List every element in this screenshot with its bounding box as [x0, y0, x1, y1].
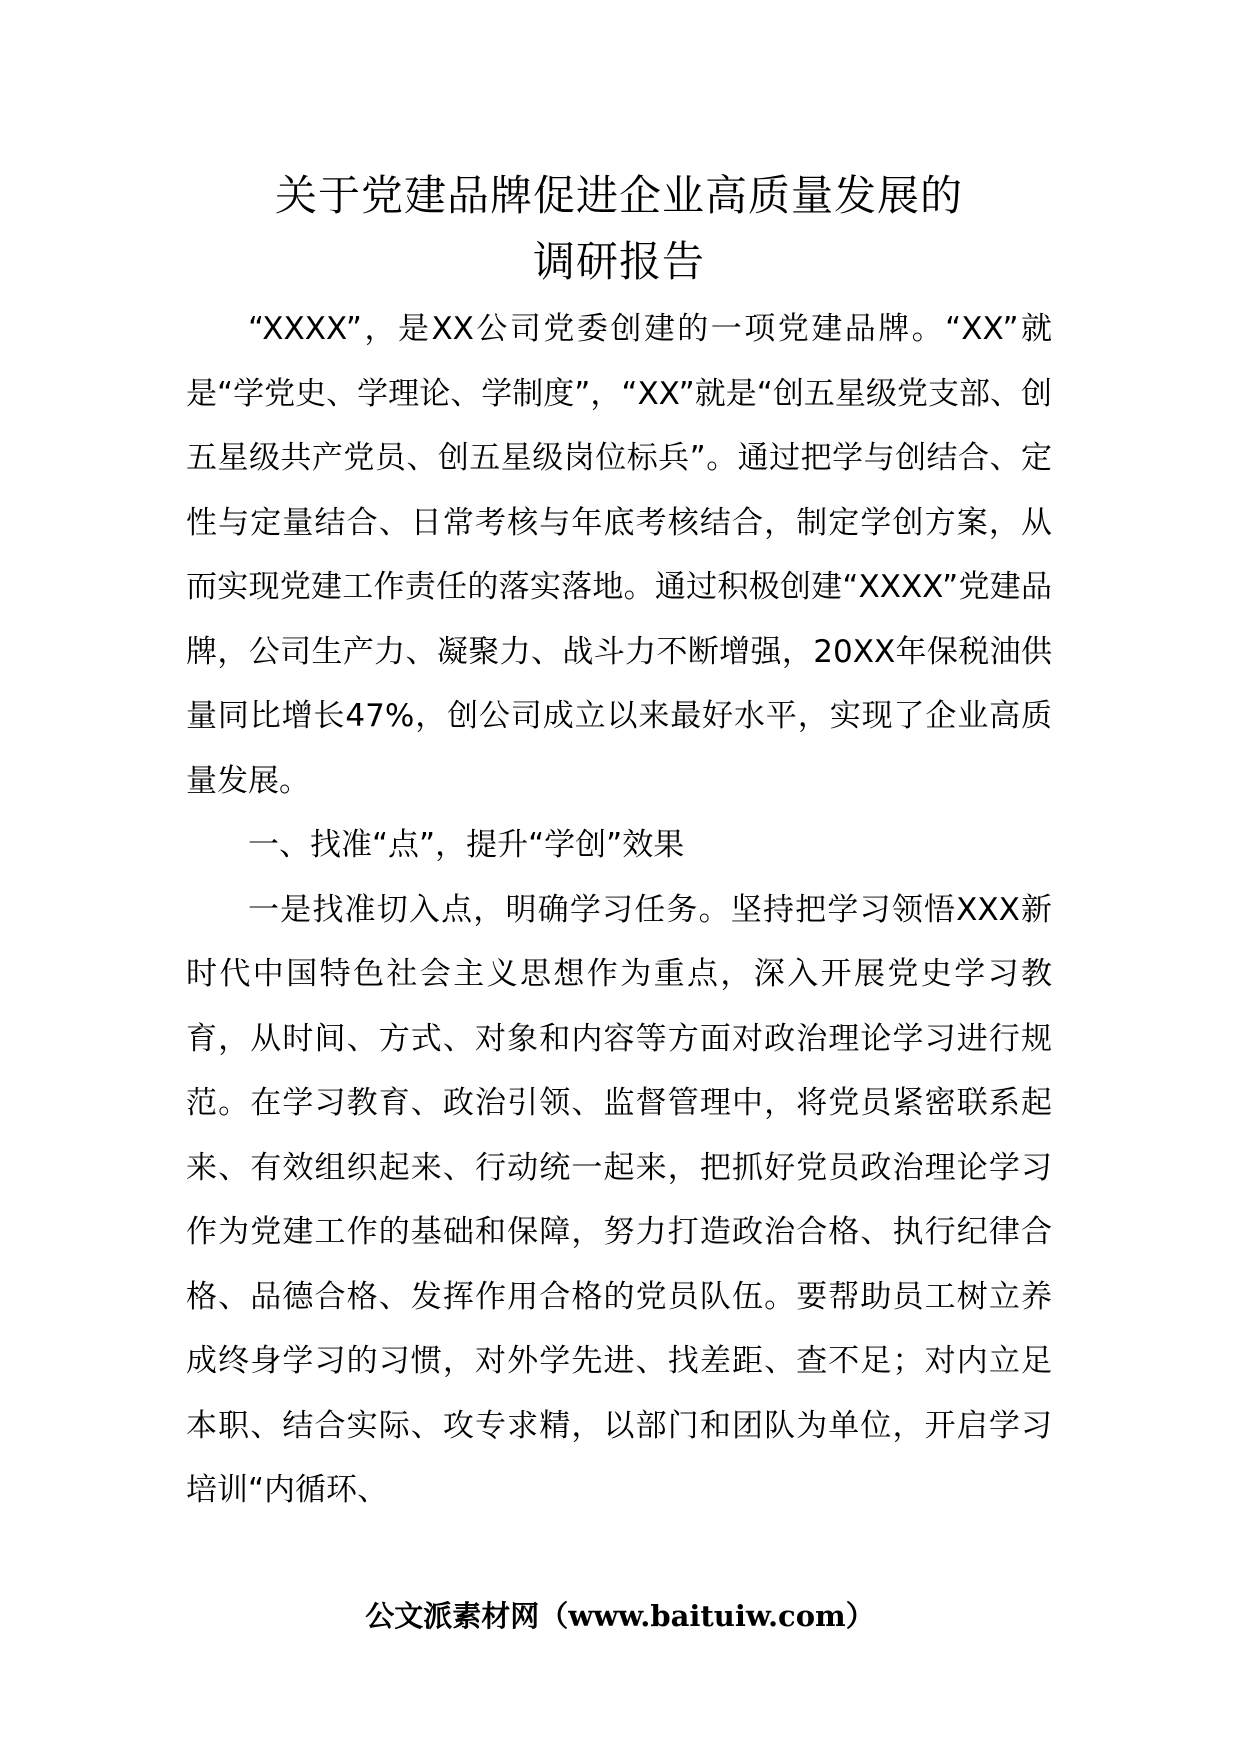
section-1-paragraph: 一是找准切入点，明确学习任务。坚持把学习领悟XXX新时代中国特色社会主义思想作为重点，深入开展党史学习教育，从时间、方式、对象和内容等方面对政治理论学习进行规范。在学习教育、政治引领、监督管理中，将党员紧密联系起来、有效组织起来、行动统一起来，把抓好党员政治理论学习作为党建工作的基础和保障，努力打造政治合格、执行纪律合格、品德合格、发挥作用合格的党员队伍。要帮助员工树立养成终身学习的习惯，对外学先进、找差距、查不足；对内立足本职、结合实际、攻专求精，以部门和团队为单位，开启学习培训“内循环、: [186, 891, 1052, 1508]
section-heading-1: 一、找准“点”，提升“学创”效果: [248, 827, 685, 863]
intro-paragraph: “XXXX”，是XX公司党委创建的一项党建品牌。“XX”就是“学党史、学理论、学制度”，“XX”就是“创五星级党支部、创五星级共产党员、创五星级岗位标兵”。通过把学与创结合、定性与定量结合、日常考核与年底考核结合，制定学创方案，从而实现党建工作责任的落实落地。通过积极创建“XXXX”党建品牌，公司生产力、凝聚力、战斗力不断增强，20XX年保税油供量同比增长47%，创公司成立以来最好水平，实现了企业高质量发展。: [186, 311, 1052, 799]
document-body: [186, 297, 1052, 1523]
document-title-line-1: 关于党建品牌促进企业高质量发展的: [274, 171, 963, 220]
footer-source: 公文派素材网（www.baituiw.com）: [365, 1599, 875, 1633]
document-title-line-2: 调研报告: [532, 237, 705, 286]
